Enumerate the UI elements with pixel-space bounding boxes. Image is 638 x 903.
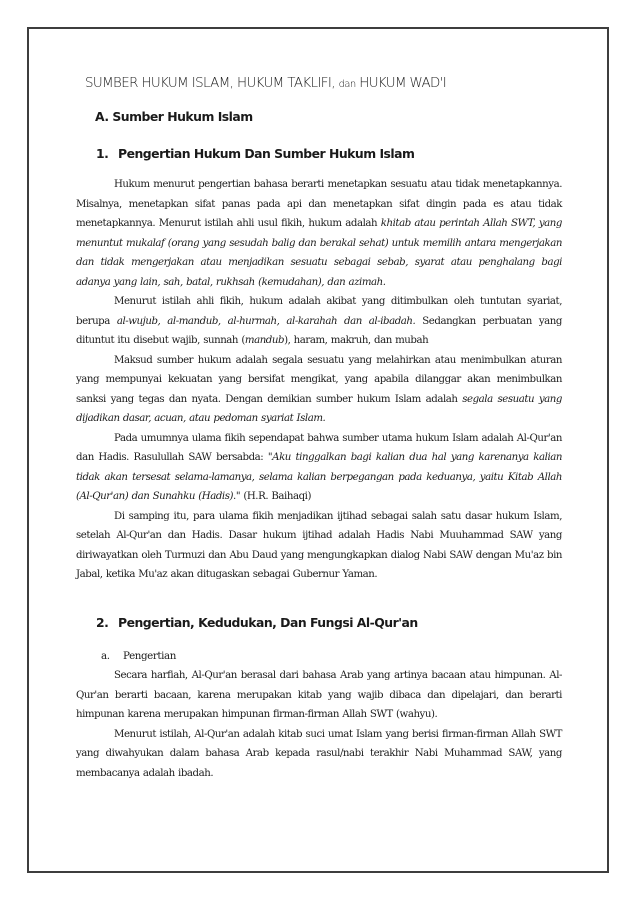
document-title	[85, 74, 562, 95]
paragraph-text: Di samping itu, para ulama fikih menjadikan ijtihad sebagai salah satu dasar hukum Islam, setelah Al-Qur'an dan Hadis. Dasar hukum ijtihad adalah Hadis Nabi Muuhammad SAW yang diriwayatkan oleh Turmuzi dan Abu Daud yang mengungkapkan dialog Nabi SAW dengan Mu'az bin Jabal, ketika Mu'az akan ditugaskan sebagai Gubernur Yaman.	[76, 510, 562, 580]
section-a-title: Sumber Hukum Islam	[112, 109, 253, 124]
paragraph-text: ), haram, makruh, dan mubah	[284, 335, 429, 346]
subsection-2-heading	[96, 615, 562, 631]
paragraph-italic: segala sesuatu yang dijadikan dasar, acuan, atau pedoman syariat Islam.	[76, 393, 562, 424]
section-a-heading	[95, 109, 562, 125]
paragraph-text: Secara harfiah, Al-Qur'an berasal dari bahasa Arab yang artinya bacaan atau himpunan. Al-Qur'an berarti bacaan, karena merupakan kitab yang wajib dibaca dan dipelajari, dan berarti himpunan karena merupakan himpunan firman-firman Allah SWT (wahyu).	[76, 670, 562, 720]
sub-a-label: a.	[101, 649, 110, 662]
subsection-2-title: Pengertian, Kedudukan, Dan Fungsi Al-Qur'an	[118, 614, 418, 630]
title-part-1: SUMBER HUKUM ISLAM, HUKUM TAKLIFI,	[85, 76, 335, 91]
paragraph-italic: al-wujub, al-mandub, al-hurmah, al-karahah dan al-ibadah.	[116, 315, 416, 327]
paragraph-sumber-hukum	[76, 351, 562, 429]
subsection-1-title: Pengertian Hukum Dan Sumber Hukum Islam	[118, 146, 415, 161]
title-conjunction: dan	[338, 79, 356, 90]
paragraph-text: Hukum menurut pengertian bahasa berarti menetapkan sesuatu atau tidak menetapkannya. Misalnya, menetapkan sifat panas pada api dan menetapkan sifat dingin pada es atau tidak menetapkannya. Menurut istilah ahli usul fikih, hukum adalah	[76, 179, 562, 229]
paragraph-hukum-definition	[76, 175, 562, 292]
paragraph-text: Menurut istilah ahli fikih, hukum adalah akibat yang ditimbulkan oleh tuntutan syariat, berupa	[76, 296, 562, 327]
paragraph-italic: Aku tinggalkan bagi kalian dua hal yang karenanya kalian tidak akan tersesat selama-lamanya, selama kalian berpegangan pada keduanya, yaitu Kitab Allah (Al-Qur'an) dan Sunahku (Hadis).	[76, 452, 562, 502]
document-body	[78, 74, 562, 783]
title-part-2: HUKUM WAD'I	[359, 76, 447, 91]
sub-a-heading	[101, 647, 562, 667]
subsection-1-heading	[96, 146, 562, 162]
paragraph-quran-istilah	[76, 725, 562, 784]
paragraph-text: Menurut istilah, Al-Qur'an adalah kitab suci umat Islam yang berisi firman-firman Allah SWT yang diwahyukan dalam bahasa Arab kepada rasul/nabi terakhir Nabi Muhammad SAW, yang membacanya adalah ibadah.	[76, 728, 562, 779]
paragraph-text: Maksud sumber hukum adalah segala sesuatu yang melahirkan atau menimbulkan aturan yang mempunyai kekuatan yang bersifat mengikat, yang apabila dilanggar akan menimbulkan sanksi yang tegas dan nyata. Dengan demikian sumber hukum Islam adalah	[76, 354, 562, 405]
subsection-1-number: 1.	[96, 146, 109, 161]
paragraph-text: " (H.R. Baihaqi)	[235, 491, 312, 502]
section-a-label: A.	[95, 109, 109, 124]
sub-a-title: Pengertian	[123, 649, 176, 662]
paragraph-text: Sedangkan perbuatan yang dituntut itu disebut wajib, sunnah (	[76, 315, 562, 346]
paragraph-italic: mandub	[244, 335, 285, 346]
paragraph-hadis-quote	[76, 429, 562, 507]
paragraph-ahli-fikih	[76, 292, 562, 351]
subsection-2-number: 2.	[96, 614, 109, 630]
paragraph-text: Pada umumnya ulama fikih sependapat bahwa sumber utama hukum Islam adalah Al-Qur'an dan Hadis. Rasulullah SAW bersabda: "	[76, 432, 562, 463]
paragraph-ijtihad	[76, 507, 562, 585]
paragraph-italic: khitab atau perintah Allah SWT, yang menuntut mukalaf (orang yang sesudah balig dan berakal sehat) untuk memilih antara mengerjakan dan tidak mengerjakan atau menjadikan sesuatu sebagai sebab, syarat atau penghalang bagi adanya yang lain, sah, batal, rukhsah (kemudahan), dan azimah.	[76, 218, 562, 288]
paragraph-quran-harfiah	[76, 666, 562, 725]
